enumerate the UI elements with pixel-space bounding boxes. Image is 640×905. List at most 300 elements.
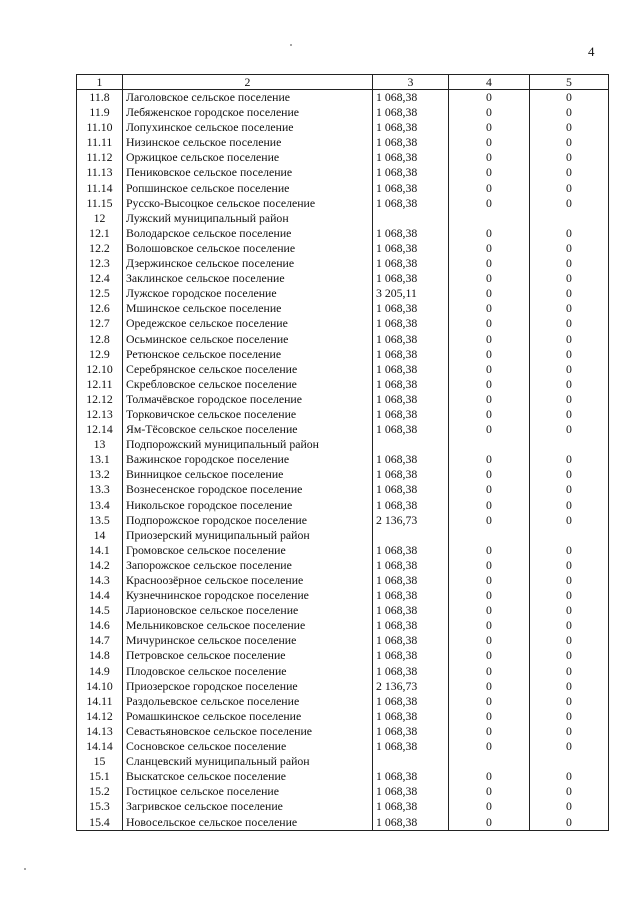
column-5-value: 0 [530, 769, 609, 784]
column-4-value: 0 [449, 633, 530, 648]
row-number: 15.1 [77, 769, 123, 784]
table-row [77, 664, 609, 679]
row-number: 15 [77, 754, 123, 769]
column-4-value: 0 [449, 467, 530, 482]
table-row [77, 498, 609, 513]
table-row [77, 271, 609, 286]
table-row [77, 528, 609, 543]
column-5-value: 0 [530, 739, 609, 754]
column-4-value: 0 [449, 739, 530, 754]
settlement-name: Низинское сельское поселение [123, 135, 373, 150]
settlement-name: Ромашкинское сельское поселение [123, 709, 373, 724]
settlement-name: Подпорожский муниципальный район [123, 437, 373, 452]
table-row [77, 135, 609, 150]
column-header: 2 [123, 75, 373, 90]
amount-value: 1 068,38 [373, 664, 449, 679]
row-number: 14.12 [77, 709, 123, 724]
settlement-name: Лужское городское поселение [123, 286, 373, 301]
amount-value [373, 437, 449, 452]
column-5-value: 0 [530, 633, 609, 648]
settlement-name: Новосельское сельское поселение [123, 815, 373, 831]
row-number: 13.5 [77, 513, 123, 528]
table-body [77, 75, 609, 831]
column-5-value: 0 [530, 799, 609, 814]
column-5-value: 0 [530, 286, 609, 301]
settlement-name: Мшинское сельское поселение [123, 301, 373, 316]
amount-value: 1 068,38 [373, 482, 449, 497]
amount-value: 1 068,38 [373, 633, 449, 648]
column-4-value: 0 [449, 648, 530, 663]
table-row [77, 754, 609, 769]
settlement-name: Лаголовское сельское поселение [123, 90, 373, 106]
column-5-value: 0 [530, 135, 609, 150]
amount-value [373, 211, 449, 226]
column-5-value: 0 [530, 120, 609, 135]
row-number: 14.10 [77, 679, 123, 694]
settlement-name: Мельниковское сельское поселение [123, 618, 373, 633]
settlement-name: Дзержинское сельское поселение [123, 256, 373, 271]
table-row [77, 769, 609, 784]
amount-value: 1 068,38 [373, 362, 449, 377]
amount-value: 1 068,38 [373, 120, 449, 135]
amount-value: 1 068,38 [373, 377, 449, 392]
settlement-name: Вознесенское городское поселение [123, 482, 373, 497]
amount-value: 1 068,38 [373, 452, 449, 467]
table-row [77, 709, 609, 724]
column-4-value: 0 [449, 362, 530, 377]
table-row [77, 452, 609, 467]
column-5-value: 0 [530, 543, 609, 558]
column-4-value: 0 [449, 452, 530, 467]
table-row [77, 513, 609, 528]
column-4-value: 0 [449, 286, 530, 301]
settlement-name: Выскатское сельское поселение [123, 769, 373, 784]
column-5-value: 0 [530, 513, 609, 528]
settlement-name: Приозерское городское поселение [123, 679, 373, 694]
settlement-name: Волошовское сельское поселение [123, 241, 373, 256]
row-number: 11.13 [77, 165, 123, 180]
table-row [77, 256, 609, 271]
settlement-name: Кузнечнинское городское поселение [123, 588, 373, 603]
column-4-value: 0 [449, 422, 530, 437]
column-4-value: 0 [449, 694, 530, 709]
column-4-value: 0 [449, 784, 530, 799]
settlement-name: Лужский муниципальный район [123, 211, 373, 226]
column-5-value [530, 528, 609, 543]
column-5-value: 0 [530, 332, 609, 347]
amount-value: 1 068,38 [373, 467, 449, 482]
amount-value: 1 068,38 [373, 709, 449, 724]
column-4-value: 0 [449, 120, 530, 135]
column-5-value: 0 [530, 407, 609, 422]
amount-value: 1 068,38 [373, 301, 449, 316]
amount-value: 1 068,38 [373, 498, 449, 513]
table-row [77, 588, 609, 603]
row-number: 12.1 [77, 226, 123, 241]
column-5-value [530, 754, 609, 769]
column-4-value [449, 211, 530, 226]
settlement-name: Заклинское сельское поселение [123, 271, 373, 286]
column-4-value: 0 [449, 301, 530, 316]
row-number: 12.11 [77, 377, 123, 392]
amount-value: 2 136,73 [373, 679, 449, 694]
row-number: 11.10 [77, 120, 123, 135]
table-row [77, 482, 609, 497]
column-4-value [449, 754, 530, 769]
column-5-value: 0 [530, 588, 609, 603]
row-number: 13.2 [77, 467, 123, 482]
column-header: 5 [530, 75, 609, 90]
settlement-name: Никольское городское поселение [123, 498, 373, 513]
column-5-value: 0 [530, 679, 609, 694]
column-4-value: 0 [449, 513, 530, 528]
table-row [77, 724, 609, 739]
amount-value: 1 068,38 [373, 241, 449, 256]
row-number: 12.12 [77, 392, 123, 407]
settlement-name: Толмачёвское городское поселение [123, 392, 373, 407]
column-4-value: 0 [449, 573, 530, 588]
amount-value: 1 068,38 [373, 165, 449, 180]
column-5-value: 0 [530, 498, 609, 513]
table-row [77, 543, 609, 558]
column-5-value: 0 [530, 648, 609, 663]
amount-value: 1 068,38 [373, 196, 449, 211]
settlement-name: Раздольевское сельское поселение [123, 694, 373, 709]
table-row [77, 301, 609, 316]
table-row [77, 422, 609, 437]
row-number: 14.2 [77, 558, 123, 573]
settlement-name: Лебяженское городское поселение [123, 105, 373, 120]
settlement-name: Ропшинское сельское поселение [123, 181, 373, 196]
column-5-value: 0 [530, 467, 609, 482]
column-5-value: 0 [530, 316, 609, 331]
column-5-value: 0 [530, 724, 609, 739]
column-4-value: 0 [449, 543, 530, 558]
column-5-value: 0 [530, 226, 609, 241]
column-5-value: 0 [530, 694, 609, 709]
table-row [77, 362, 609, 377]
table-row [77, 347, 609, 362]
row-number: 14.8 [77, 648, 123, 663]
table-row [77, 120, 609, 135]
row-number: 12.6 [77, 301, 123, 316]
row-number: 11.8 [77, 90, 123, 106]
row-number: 14.13 [77, 724, 123, 739]
column-4-value: 0 [449, 588, 530, 603]
amount-value: 3 205,11 [373, 286, 449, 301]
column-4-value: 0 [449, 603, 530, 618]
column-header: 4 [449, 75, 530, 90]
amount-value: 1 068,38 [373, 573, 449, 588]
column-4-value: 0 [449, 815, 530, 831]
table-row [77, 437, 609, 452]
amount-value: 1 068,38 [373, 784, 449, 799]
table-row [77, 377, 609, 392]
table-row [77, 799, 609, 814]
amount-value: 1 068,38 [373, 347, 449, 362]
column-5-value: 0 [530, 196, 609, 211]
settlement-name: Володарское сельское поселение [123, 226, 373, 241]
row-number: 11.14 [77, 181, 123, 196]
table-row [77, 407, 609, 422]
table-row [77, 241, 609, 256]
row-number: 11.9 [77, 105, 123, 120]
amount-value: 1 068,38 [373, 135, 449, 150]
row-number: 12 [77, 211, 123, 226]
column-4-value: 0 [449, 90, 530, 106]
table-row [77, 467, 609, 482]
column-5-value: 0 [530, 362, 609, 377]
settlement-name: Скребловское сельское поселение [123, 377, 373, 392]
column-4-value: 0 [449, 769, 530, 784]
settlement-name: Громовское сельское поселение [123, 543, 373, 558]
settlement-name: Загривское сельское поселение [123, 799, 373, 814]
amount-value: 1 068,38 [373, 271, 449, 286]
column-5-value: 0 [530, 271, 609, 286]
amount-value: 1 068,38 [373, 332, 449, 347]
row-number: 12.5 [77, 286, 123, 301]
column-5-value: 0 [530, 784, 609, 799]
table-row [77, 181, 609, 196]
table-header-row [77, 75, 609, 90]
column-4-value: 0 [449, 165, 530, 180]
column-5-value: 0 [530, 377, 609, 392]
table-row [77, 226, 609, 241]
settlement-name: Гостицкое сельское поселение [123, 784, 373, 799]
column-header: 3 [373, 75, 449, 90]
column-5-value: 0 [530, 573, 609, 588]
table-row [77, 286, 609, 301]
page-number: 4 [588, 44, 595, 59]
settlement-name: Севастьяновское сельское поселение [123, 724, 373, 739]
row-number: 13.3 [77, 482, 123, 497]
row-number: 14 [77, 528, 123, 543]
settlement-name: Приозерский муниципальный район [123, 528, 373, 543]
table-row [77, 105, 609, 120]
column-4-value: 0 [449, 181, 530, 196]
table-row [77, 815, 609, 831]
column-5-value: 0 [530, 482, 609, 497]
amount-value: 1 068,38 [373, 558, 449, 573]
table-row [77, 558, 609, 573]
column-5-value [530, 211, 609, 226]
column-5-value: 0 [530, 664, 609, 679]
column-5-value: 0 [530, 422, 609, 437]
column-4-value: 0 [449, 664, 530, 679]
table-row [77, 784, 609, 799]
row-number: 13 [77, 437, 123, 452]
row-number: 14.6 [77, 618, 123, 633]
row-number: 12.9 [77, 347, 123, 362]
settlement-name: Ям-Тёсовское сельское поселение [123, 422, 373, 437]
scan-speck [24, 868, 26, 870]
amount-value: 1 068,38 [373, 226, 449, 241]
table-row [77, 679, 609, 694]
amount-value [373, 754, 449, 769]
row-number: 14.14 [77, 739, 123, 754]
row-number: 14.1 [77, 543, 123, 558]
amount-value: 1 068,38 [373, 769, 449, 784]
row-number: 12.4 [77, 271, 123, 286]
allocation-table [76, 74, 609, 831]
amount-value: 1 068,38 [373, 316, 449, 331]
column-4-value: 0 [449, 618, 530, 633]
amount-value: 1 068,38 [373, 815, 449, 831]
column-4-value: 0 [449, 482, 530, 497]
row-number: 14.4 [77, 588, 123, 603]
column-5-value [530, 437, 609, 452]
settlement-name: Сосновское сельское поселение [123, 739, 373, 754]
amount-value: 1 068,38 [373, 150, 449, 165]
amount-value: 1 068,38 [373, 105, 449, 120]
column-4-value: 0 [449, 150, 530, 165]
row-number: 13.1 [77, 452, 123, 467]
amount-value: 1 068,38 [373, 799, 449, 814]
settlement-name: Винницкое сельское поселение [123, 467, 373, 482]
amount-value: 1 068,38 [373, 618, 449, 633]
column-4-value: 0 [449, 709, 530, 724]
amount-value: 2 136,73 [373, 513, 449, 528]
column-5-value: 0 [530, 603, 609, 618]
amount-value: 1 068,38 [373, 407, 449, 422]
table-row [77, 618, 609, 633]
column-5-value: 0 [530, 165, 609, 180]
amount-value [373, 528, 449, 543]
table-row [77, 90, 609, 106]
column-5-value: 0 [530, 150, 609, 165]
table-row [77, 211, 609, 226]
column-5-value: 0 [530, 241, 609, 256]
column-5-value: 0 [530, 301, 609, 316]
settlement-name: Мичуринское сельское поселение [123, 633, 373, 648]
amount-value: 1 068,38 [373, 90, 449, 106]
row-number: 15.3 [77, 799, 123, 814]
column-4-value: 0 [449, 407, 530, 422]
settlement-name: Плодовское сельское поселение [123, 664, 373, 679]
row-number: 12.14 [77, 422, 123, 437]
table-row [77, 165, 609, 180]
row-number: 15.2 [77, 784, 123, 799]
row-number: 12.8 [77, 332, 123, 347]
column-4-value: 0 [449, 196, 530, 211]
amount-value: 1 068,38 [373, 256, 449, 271]
table-row [77, 392, 609, 407]
amount-value: 1 068,38 [373, 694, 449, 709]
settlement-name: Подпорожское городское поселение [123, 513, 373, 528]
settlement-name: Пениковское сельское поселение [123, 165, 373, 180]
column-4-value: 0 [449, 392, 530, 407]
row-number: 12.7 [77, 316, 123, 331]
settlement-name: Важинское городское поселение [123, 452, 373, 467]
row-number: 14.9 [77, 664, 123, 679]
row-number: 11.15 [77, 196, 123, 211]
column-4-value: 0 [449, 332, 530, 347]
row-number: 14.3 [77, 573, 123, 588]
table-row [77, 316, 609, 331]
table-row [77, 739, 609, 754]
column-4-value: 0 [449, 256, 530, 271]
table-row [77, 573, 609, 588]
settlement-name: Торковичское сельское поселение [123, 407, 373, 422]
column-5-value: 0 [530, 709, 609, 724]
scan-speck [290, 44, 292, 46]
settlement-name: Осьминское сельское поселение [123, 332, 373, 347]
settlement-name: Лопухинское сельское поселение [123, 120, 373, 135]
settlement-name: Красноозёрное сельское поселение [123, 573, 373, 588]
table-row [77, 648, 609, 663]
settlement-name: Петровское сельское поселение [123, 648, 373, 663]
table-row [77, 603, 609, 618]
amount-value: 1 068,38 [373, 724, 449, 739]
column-4-value: 0 [449, 316, 530, 331]
column-5-value: 0 [530, 181, 609, 196]
column-4-value [449, 528, 530, 543]
amount-value: 1 068,38 [373, 588, 449, 603]
column-4-value: 0 [449, 724, 530, 739]
column-4-value: 0 [449, 347, 530, 362]
row-number: 15.4 [77, 815, 123, 831]
settlement-name: Серебрянское сельское поселение [123, 362, 373, 377]
column-5-value: 0 [530, 815, 609, 831]
column-4-value: 0 [449, 241, 530, 256]
settlement-name: Сланцевский муниципальный район [123, 754, 373, 769]
row-number: 12.13 [77, 407, 123, 422]
table-row [77, 196, 609, 211]
amount-value: 1 068,38 [373, 181, 449, 196]
row-number: 12.10 [77, 362, 123, 377]
amount-value: 1 068,38 [373, 422, 449, 437]
row-number: 12.3 [77, 256, 123, 271]
column-5-value: 0 [530, 256, 609, 271]
column-5-value: 0 [530, 452, 609, 467]
row-number: 13.4 [77, 498, 123, 513]
table-row [77, 332, 609, 347]
table-row [77, 694, 609, 709]
column-4-value: 0 [449, 377, 530, 392]
settlement-name: Ретюнское сельское поселение [123, 347, 373, 362]
column-4-value: 0 [449, 226, 530, 241]
settlement-name: Оржицкое сельское поселение [123, 150, 373, 165]
row-number: 12.2 [77, 241, 123, 256]
settlement-name: Запорожское сельское поселение [123, 558, 373, 573]
amount-value: 1 068,38 [373, 603, 449, 618]
column-4-value: 0 [449, 135, 530, 150]
amount-value: 1 068,38 [373, 543, 449, 558]
table-row [77, 150, 609, 165]
row-number: 14.5 [77, 603, 123, 618]
column-5-value: 0 [530, 90, 609, 106]
row-number: 14.7 [77, 633, 123, 648]
column-4-value: 0 [449, 679, 530, 694]
amount-value: 1 068,38 [373, 648, 449, 663]
settlement-name: Русско-Высоцкое сельское поселение [123, 196, 373, 211]
column-4-value: 0 [449, 799, 530, 814]
column-4-value: 0 [449, 271, 530, 286]
column-header: 1 [77, 75, 123, 90]
column-4-value [449, 437, 530, 452]
column-4-value: 0 [449, 105, 530, 120]
column-4-value: 0 [449, 498, 530, 513]
row-number: 14.11 [77, 694, 123, 709]
settlement-name: Оредежское сельское поселение [123, 316, 373, 331]
amount-value: 1 068,38 [373, 739, 449, 754]
settlement-name: Ларионовское сельское поселение [123, 603, 373, 618]
amount-value: 1 068,38 [373, 392, 449, 407]
column-5-value: 0 [530, 618, 609, 633]
column-5-value: 0 [530, 392, 609, 407]
column-5-value: 0 [530, 347, 609, 362]
column-5-value: 0 [530, 558, 609, 573]
